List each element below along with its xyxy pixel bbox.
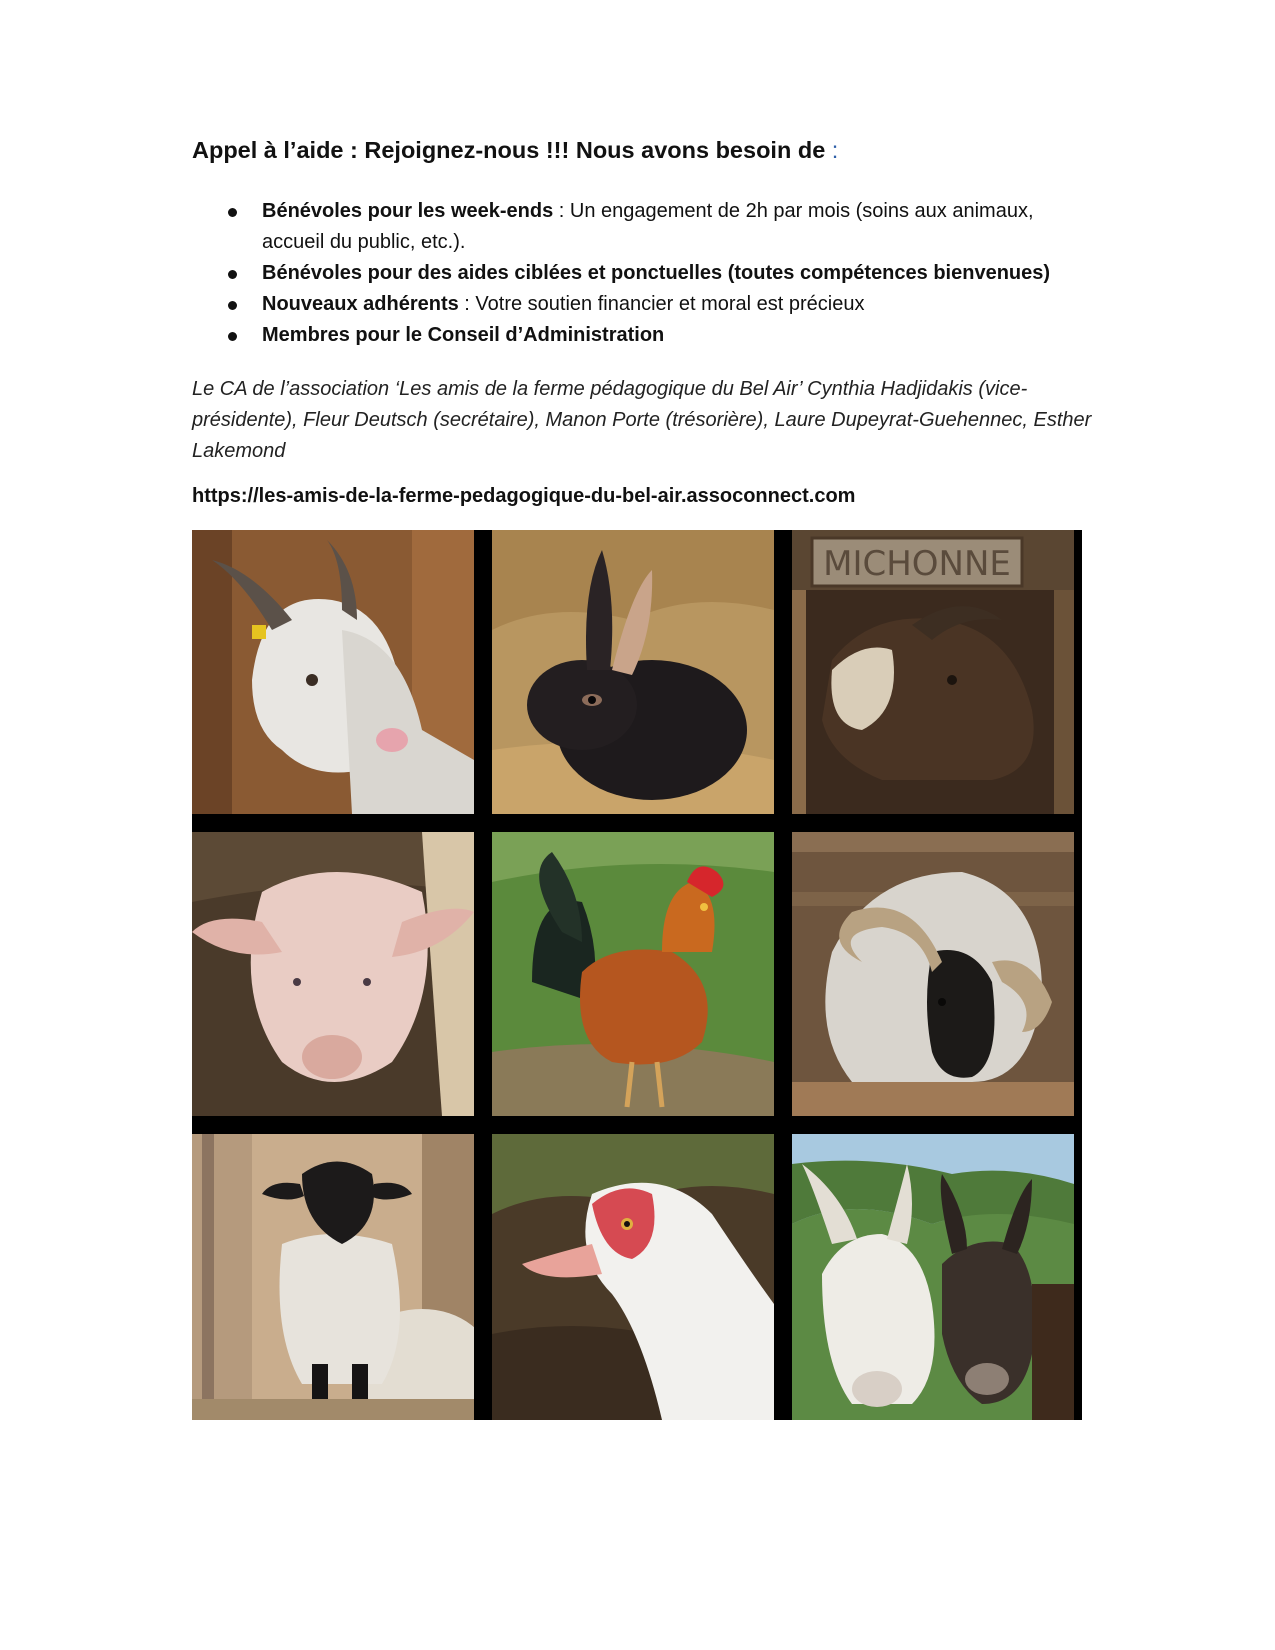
heading-text: Appel à l’aide : Rejoignez-nous !!! Nous avons besoin de <box>192 137 826 163</box>
goat-photo <box>192 530 474 814</box>
need-title: Bénévoles pour des aides ciblées et ponctuelles (toutes compétences bienvenues) <box>262 262 1051 284</box>
sheep-photo <box>192 1134 474 1420</box>
ram-photo <box>792 832 1074 1116</box>
duck-photo <box>492 1134 774 1420</box>
list-item <box>192 258 1092 289</box>
heading-colon: : <box>831 137 839 163</box>
association-url: https://les-amis-de-la-ferme-pedagogique-du-bel-air.assoconnect.com <box>192 485 856 507</box>
board-members-text: Le CA de l’association ‘Les amis de la ferme pédagogique du Bel Air’ Cynthia Hadjidakis (vice-présidente), Fleur Deutsch (secrétaire), Manon Porte (trésorière), Laure Dupeyrat-Guehennec, Esther Lakemond <box>192 378 1092 462</box>
bullet-icon <box>228 208 237 217</box>
michonne-sign-text: MICHONNE <box>823 544 1011 584</box>
needs-list <box>192 196 1092 351</box>
need-title: Membres pour le Conseil d’Administration <box>262 324 665 346</box>
goat-michonne-photo <box>792 530 1074 814</box>
animal-photo-collage <box>192 530 1082 1420</box>
list-item <box>192 289 1092 320</box>
bullet-icon <box>228 301 237 310</box>
need-title: Nouveaux adhérents <box>262 293 459 315</box>
bullet-icon <box>228 332 237 341</box>
need-detail: : Votre soutien financier et moral est précieux <box>458 293 865 315</box>
list-item <box>192 320 1092 351</box>
donkeys-photo <box>792 1134 1074 1420</box>
rooster-photo <box>492 832 774 1116</box>
list-item <box>192 196 1092 258</box>
need-title: Bénévoles pour les week-ends <box>262 200 554 222</box>
page-heading <box>192 137 838 164</box>
bullet-icon <box>228 270 237 279</box>
pig-photo <box>192 832 474 1116</box>
rabbit-photo <box>492 530 774 814</box>
need-detail: : Un engagement de 2h par mois (soins aux animaux, accueil du public, etc.). <box>262 200 1034 253</box>
